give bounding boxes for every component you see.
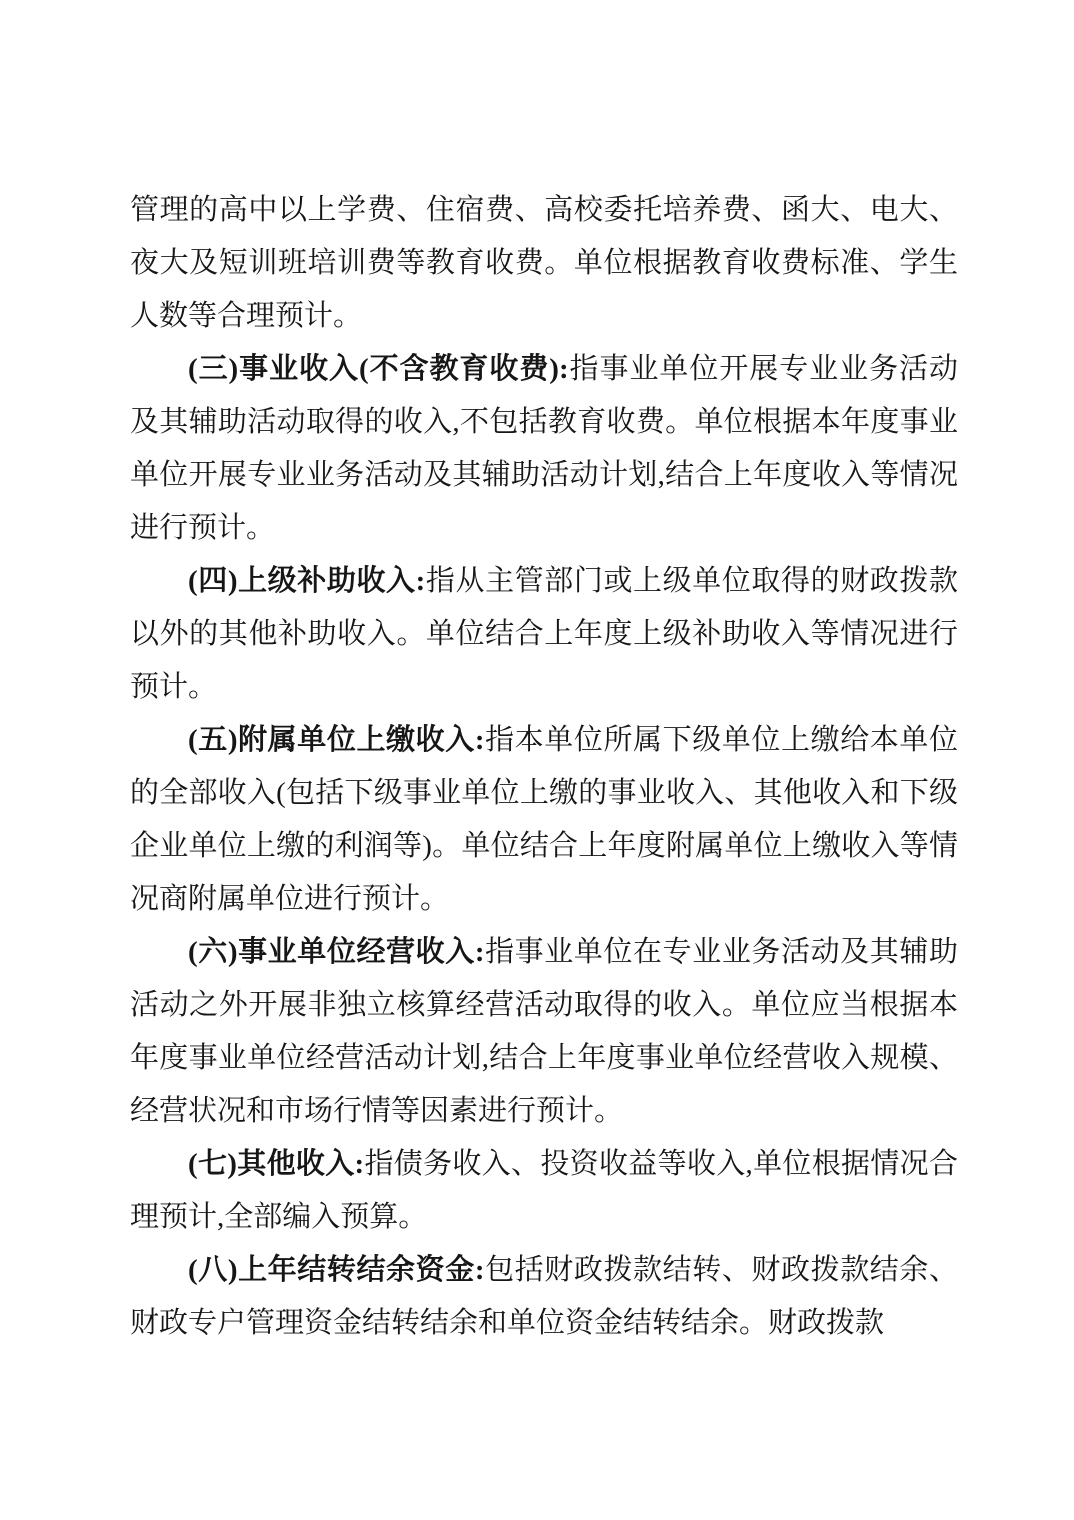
paragraph-heading: (八)上年结转结余资金:: [188, 1254, 485, 1286]
paragraph-text: 指债务收入、投资收益等收入,单位根据情况合理预计,全部编入预算。: [130, 1148, 958, 1233]
paragraph: [130, 555, 958, 714]
paragraph: [130, 1244, 958, 1350]
paragraph-text: 指事业单位在专业业务活动及其辅助活动之外开展非独立核算经营活动取得的收入。单位应当根据本年度事业单位经营活动计划,结合上年度事业单位经营收入规模、经营状况和市场行情等因素进行预计。: [130, 936, 958, 1127]
paragraph-heading: (三)事业收入(不含教育收费):: [188, 353, 569, 385]
paragraph-text: 指事业单位开展专业业务活动及其辅助活动取得的收入,不包括教育收费。单位根据本年度事业单位开展专业业务活动及其辅助活动计划,结合上年度收入等情况进行预计。: [130, 353, 958, 544]
paragraph: [130, 714, 958, 926]
document-body: [130, 184, 958, 1350]
paragraph-heading: (四)上级补助收入:: [188, 565, 426, 597]
paragraph: [130, 926, 958, 1138]
paragraph: [130, 1138, 958, 1244]
paragraph-heading: (七)其他收入:: [188, 1148, 365, 1180]
paragraph: [130, 184, 958, 343]
paragraph-text: 指从主管部门或上级单位取得的财政拨款以外的其他补助收入。单位结合上年度上级补助收入等情况进行预计。: [130, 565, 958, 703]
paragraph-text: 指本单位所属下级单位上缴给本单位的全部收入(包括下级事业单位上缴的事业收入、其他收入和下级企业单位上缴的利润等)。单位结合上年度附属单位上缴收入等情况商附属单位进行预计。: [130, 724, 958, 915]
paragraph: [130, 343, 958, 555]
paragraph-text: 包括财政拨款结转、财政拨款结余、财政专户管理资金结转结余和单位资金结转结余。财政拨款: [130, 1254, 958, 1339]
paragraph-heading: (五)附属单位上缴收入:: [188, 724, 485, 756]
paragraph-text: 管理的高中以上学费、住宿费、高校委托培养费、函大、电大、夜大及短训班培训费等教育收费。单位根据教育收费标准、学生人数等合理预计。: [130, 194, 958, 332]
paragraph-heading: (六)事业单位经营收入:: [188, 936, 485, 968]
